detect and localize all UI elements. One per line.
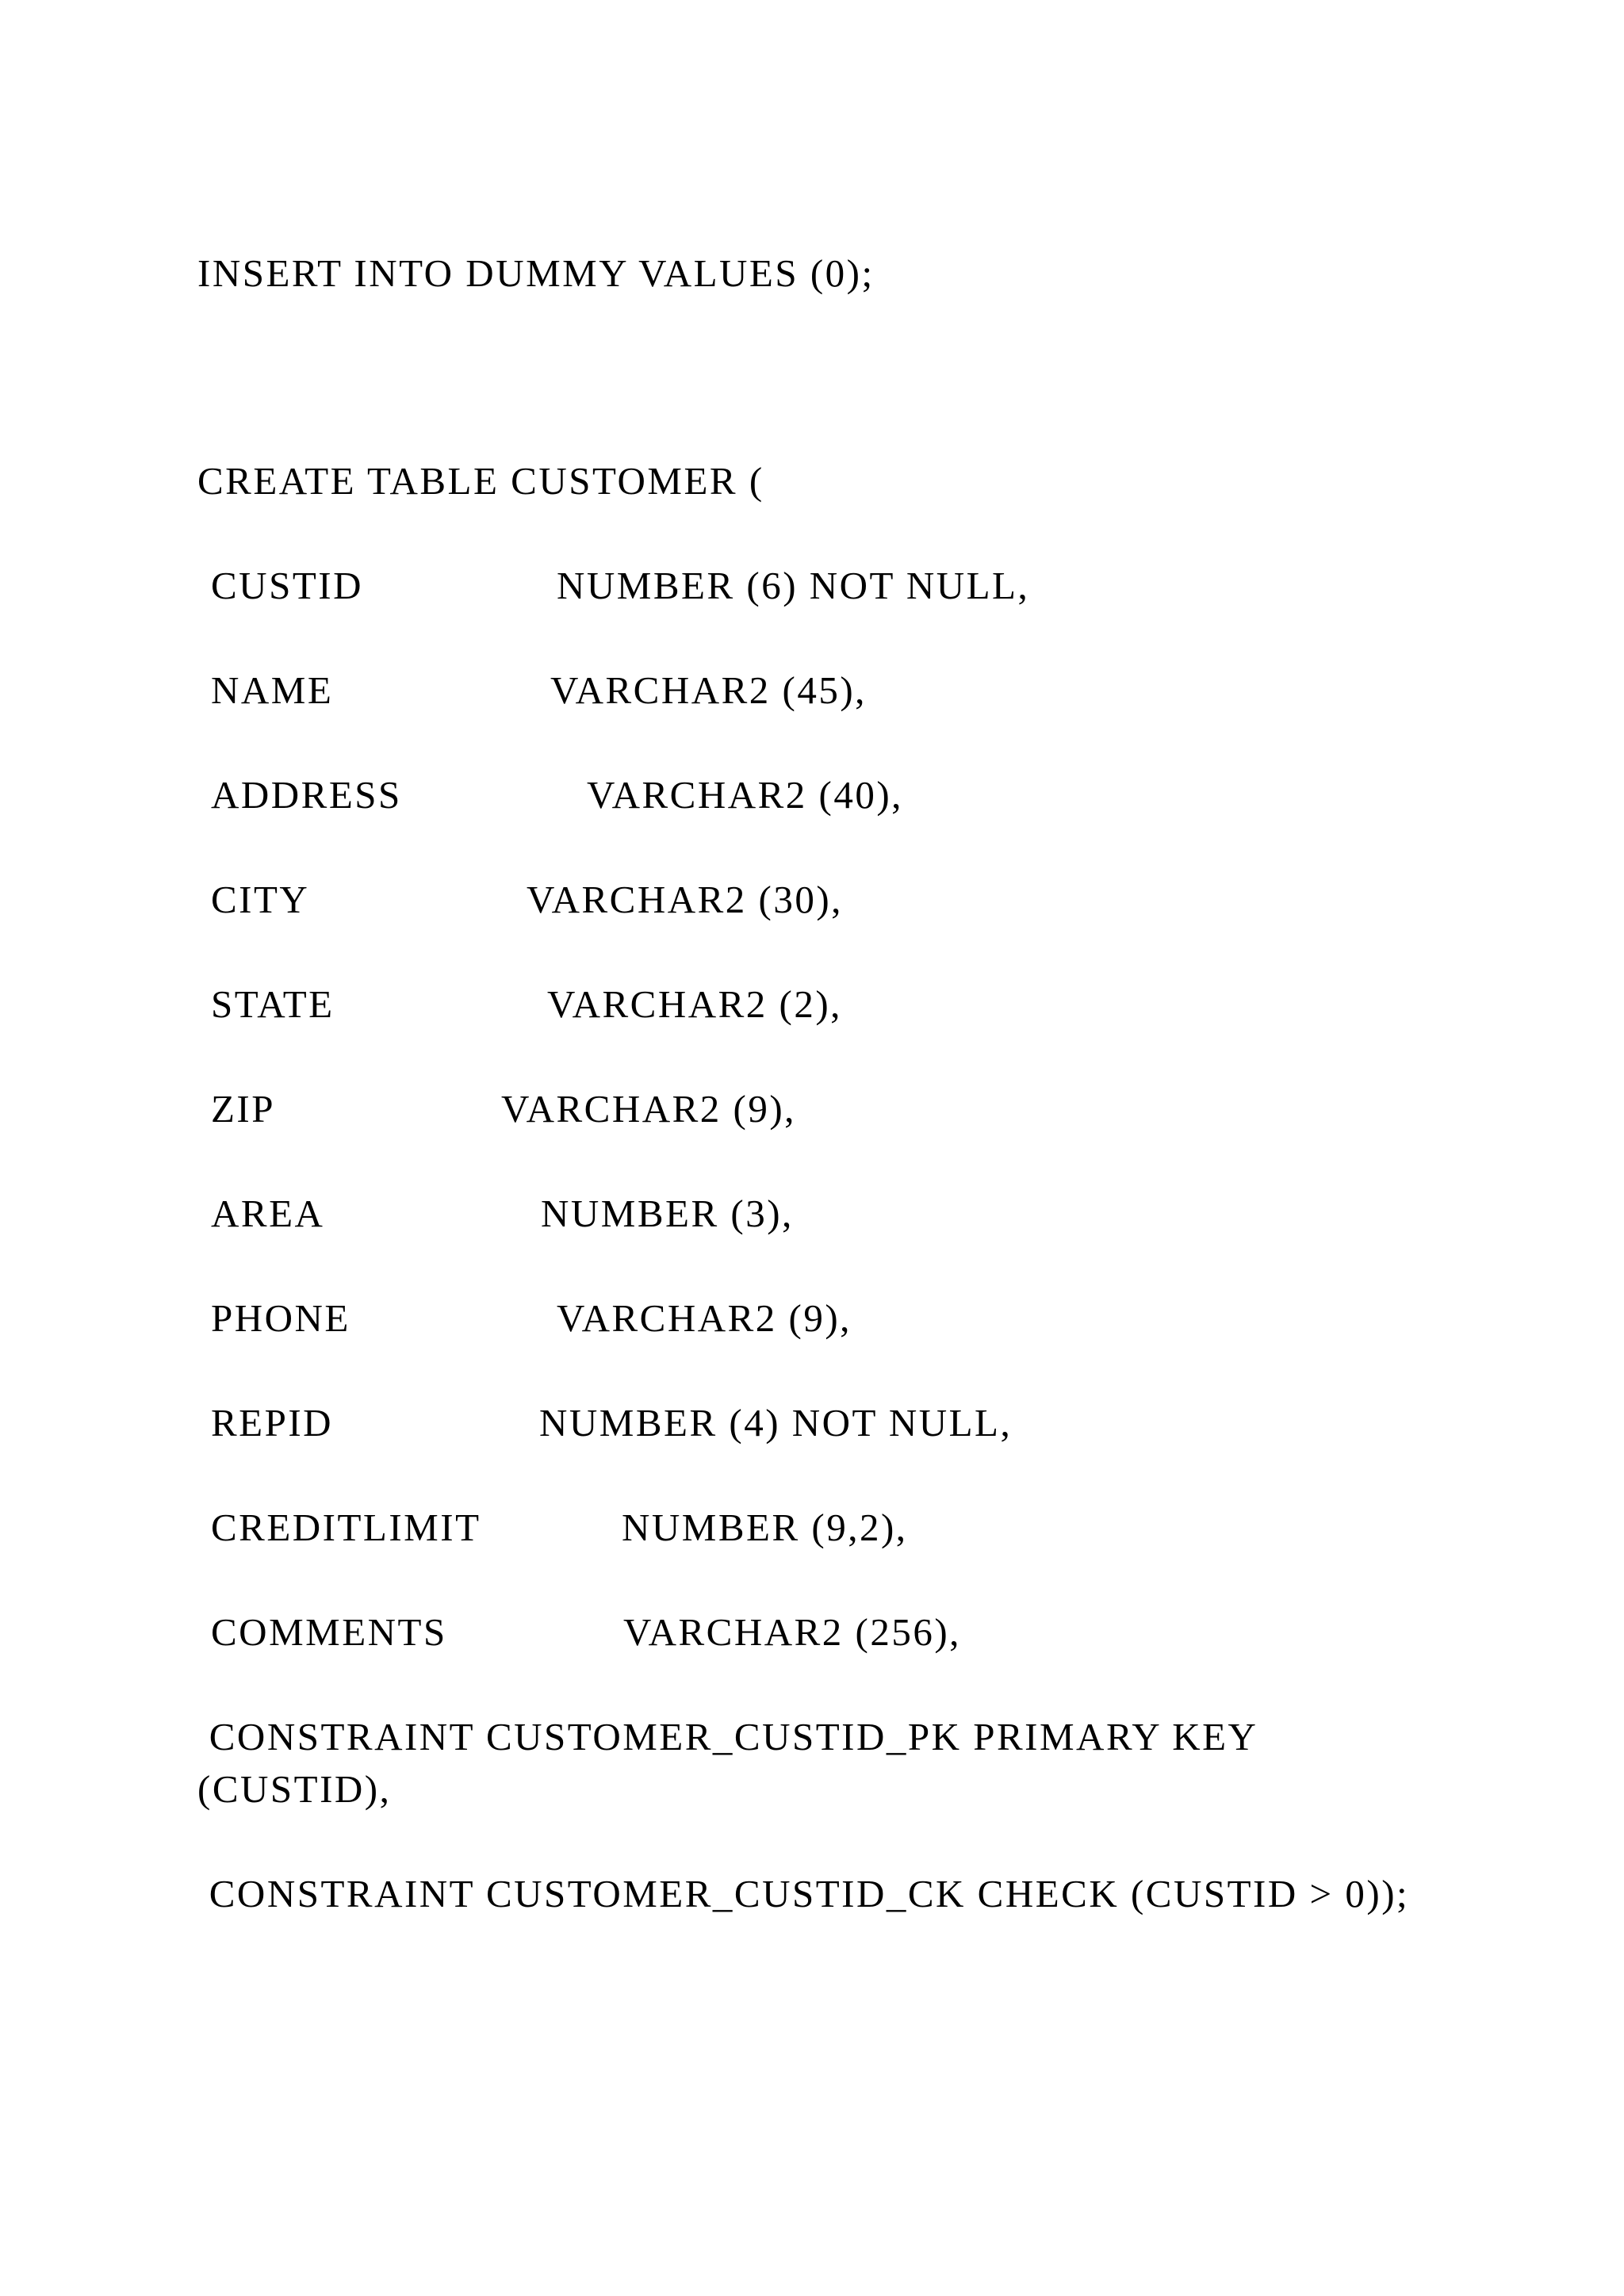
column-type: NUMBER (3),: [541, 1192, 794, 1235]
column-row: [0, 1502, 1624, 1554]
column-type: VARCHAR2 (9),: [557, 1296, 852, 1340]
column-row: [0, 664, 1624, 717]
create-table-statement: CREATE TABLE CUSTOMER (: [197, 459, 764, 503]
column-name: AREA: [211, 1192, 325, 1235]
column-type: VARCHAR2 (256),: [623, 1610, 961, 1654]
column-row: [0, 1083, 1624, 1135]
column-row: [0, 1397, 1624, 1449]
column-row: [0, 874, 1624, 926]
column-name: CITY: [211, 878, 310, 921]
column-row: [0, 1292, 1624, 1345]
check-constraint: CONSTRAINT CUSTOMER_CUSTID_CK CHECK (CUSTID > 0));: [197, 1872, 1410, 1915]
column-type: VARCHAR2 (30),: [527, 878, 843, 921]
primary-key-constraint: CONSTRAINT CUSTOMER_CUSTID_PK PRIMARY KEY (CUSTID),: [197, 1715, 1257, 1811]
column-row: [0, 769, 1624, 821]
column-name: CUSTID: [211, 564, 363, 607]
column-type: NUMBER (9,2),: [622, 1506, 908, 1549]
column-name: ZIP: [211, 1087, 275, 1131]
column-row: [0, 1188, 1624, 1240]
column-row: [0, 1606, 1624, 1659]
column-name: CREDITLIMIT: [211, 1506, 481, 1549]
column-type: VARCHAR2 (2),: [547, 982, 842, 1026]
column-name: NAME: [211, 668, 334, 712]
insert-statement: INSERT INTO DUMMY VALUES (0);: [197, 251, 875, 295]
column-name: STATE: [211, 982, 335, 1026]
column-name: COMMENTS: [211, 1610, 447, 1654]
column-type: VARCHAR2 (9),: [501, 1087, 796, 1131]
column-name: REPID: [211, 1401, 334, 1445]
column-row: [0, 560, 1624, 612]
column-name: ADDRESS: [211, 773, 402, 817]
column-type: VARCHAR2 (45),: [550, 668, 867, 712]
column-type: NUMBER (6) NOT NULL,: [557, 564, 1030, 607]
column-name: PHONE: [211, 1296, 350, 1340]
column-row: [0, 978, 1624, 1031]
column-type: NUMBER (4) NOT NULL,: [539, 1401, 1013, 1445]
column-type: VARCHAR2 (40),: [587, 773, 903, 817]
